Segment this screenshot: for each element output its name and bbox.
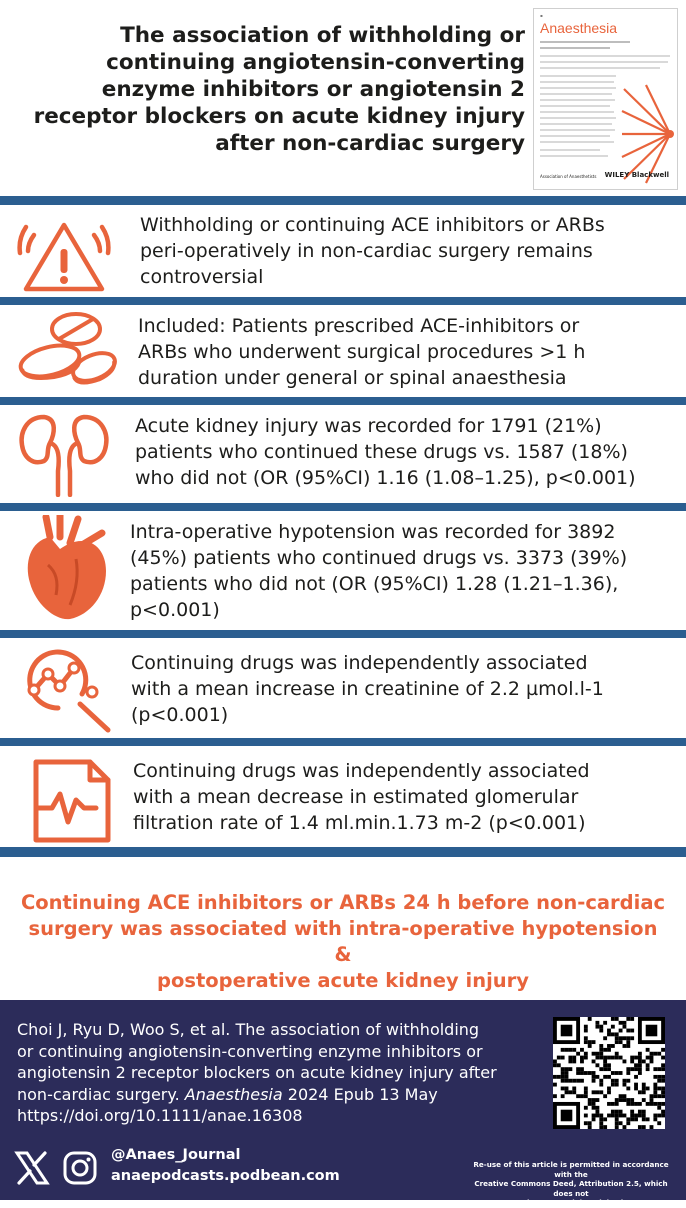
divider: [0, 847, 686, 857]
divider: [0, 196, 686, 205]
cover-header-left: ▪: [540, 13, 543, 18]
cover-society: Association of Anaesthetists: [540, 174, 597, 179]
warning-icon: [14, 213, 114, 295]
divider: [0, 397, 686, 405]
pills-icon: [14, 307, 122, 395]
divider: [0, 738, 686, 746]
divider: [0, 630, 686, 638]
kidneys-icon: [14, 411, 114, 497]
divider: [0, 503, 686, 511]
magnifier-chart-icon: [20, 646, 116, 736]
finding-row: [0, 511, 686, 630]
finding-row: [0, 205, 686, 297]
finding-text: Continuing drugs was independently associated with a mean increase in creatinine of 2.2 µmol.l-1 (p<0.001): [131, 652, 604, 726]
heart-icon: [20, 515, 112, 625]
qr-code[interactable]: [553, 1017, 665, 1129]
finding-row: [0, 405, 686, 503]
x-twitter-icon[interactable]: [14, 1150, 50, 1186]
divider: [0, 297, 686, 305]
report-chart-icon: [28, 758, 114, 844]
doi-link[interactable]: https://doi.org/10.1111/anae.16308: [17, 1106, 303, 1125]
citation: Choi J, Ryu D, Woo S, et al. The association of withholding or continuing angiotensin-converting enzyme inhibitors or angiotensin 2 receptor blockers on acute kidney injury after non-cardiac surgery. Anaesthesia 2024 Epub 13 May https://doi.org/10.1111/anae.16308: [17, 1019, 537, 1127]
finding-text: Continuing drugs was independently associated with a mean decrease in estimated glomerular filtration rate of 1.4 ml.min.1.73 m-2 (p<0.001): [133, 760, 590, 834]
cover-journal-name: Anaesthesia: [540, 20, 618, 36]
instagram-icon[interactable]: [62, 1150, 98, 1186]
cover-publisher: WILEY Blackwell: [604, 171, 669, 179]
finding-text: Acute kidney injury was recorded for 1791 (21%) patients who continued these drugs vs. 1587 (18%) who did not (OR (95%CI) 1.16 (1.08–1.25), p<0.001): [135, 415, 636, 489]
finding-text: Withholding or continuing ACE inhibitors or ARBs peri-operatively in non-cardiac surgery remains controversial: [140, 214, 605, 288]
finding-text: Included: Patients prescribed ACE-inhibitors or ARBs who underwent surgical procedures >1 h duration under general or spinal anaesthesia: [138, 315, 586, 389]
finding-row: [0, 305, 686, 397]
social-handle[interactable]: @Anaes_Journal: [111, 1147, 241, 1163]
finding-text: Intra-operative hypotension was recorded for 3892 (45%) patients who continued drugs vs. 3373 (39%) patients who did not (OR (95%CI) 1.28 (1.21–1.36), p<0.001): [130, 521, 628, 621]
finding-row: [0, 638, 686, 738]
license-notice: Re-use of this article is permitted in accordance with the Creative Commons Deed, Attribution 2.5, which does not permit commercial exploitation.: [473, 1160, 669, 1207]
finding-row: [0, 746, 686, 847]
journal-cover-thumbnail: [533, 8, 678, 190]
conclusion: Continuing ACE inhibitors or ARBs 24 h before non-cardiac surgery was associated with intra-operative hypotension & postoperative acute kidney injury: [20, 891, 666, 992]
podcast-link[interactable]: anaepodcasts.podbean.com: [111, 1168, 340, 1184]
page-title: The association of withholding or continuing angiotensin-converting enzyme inhibitors or angiotensin 2 receptor blockers on acute kidney injury after non-cardiac surgery: [33, 23, 525, 156]
